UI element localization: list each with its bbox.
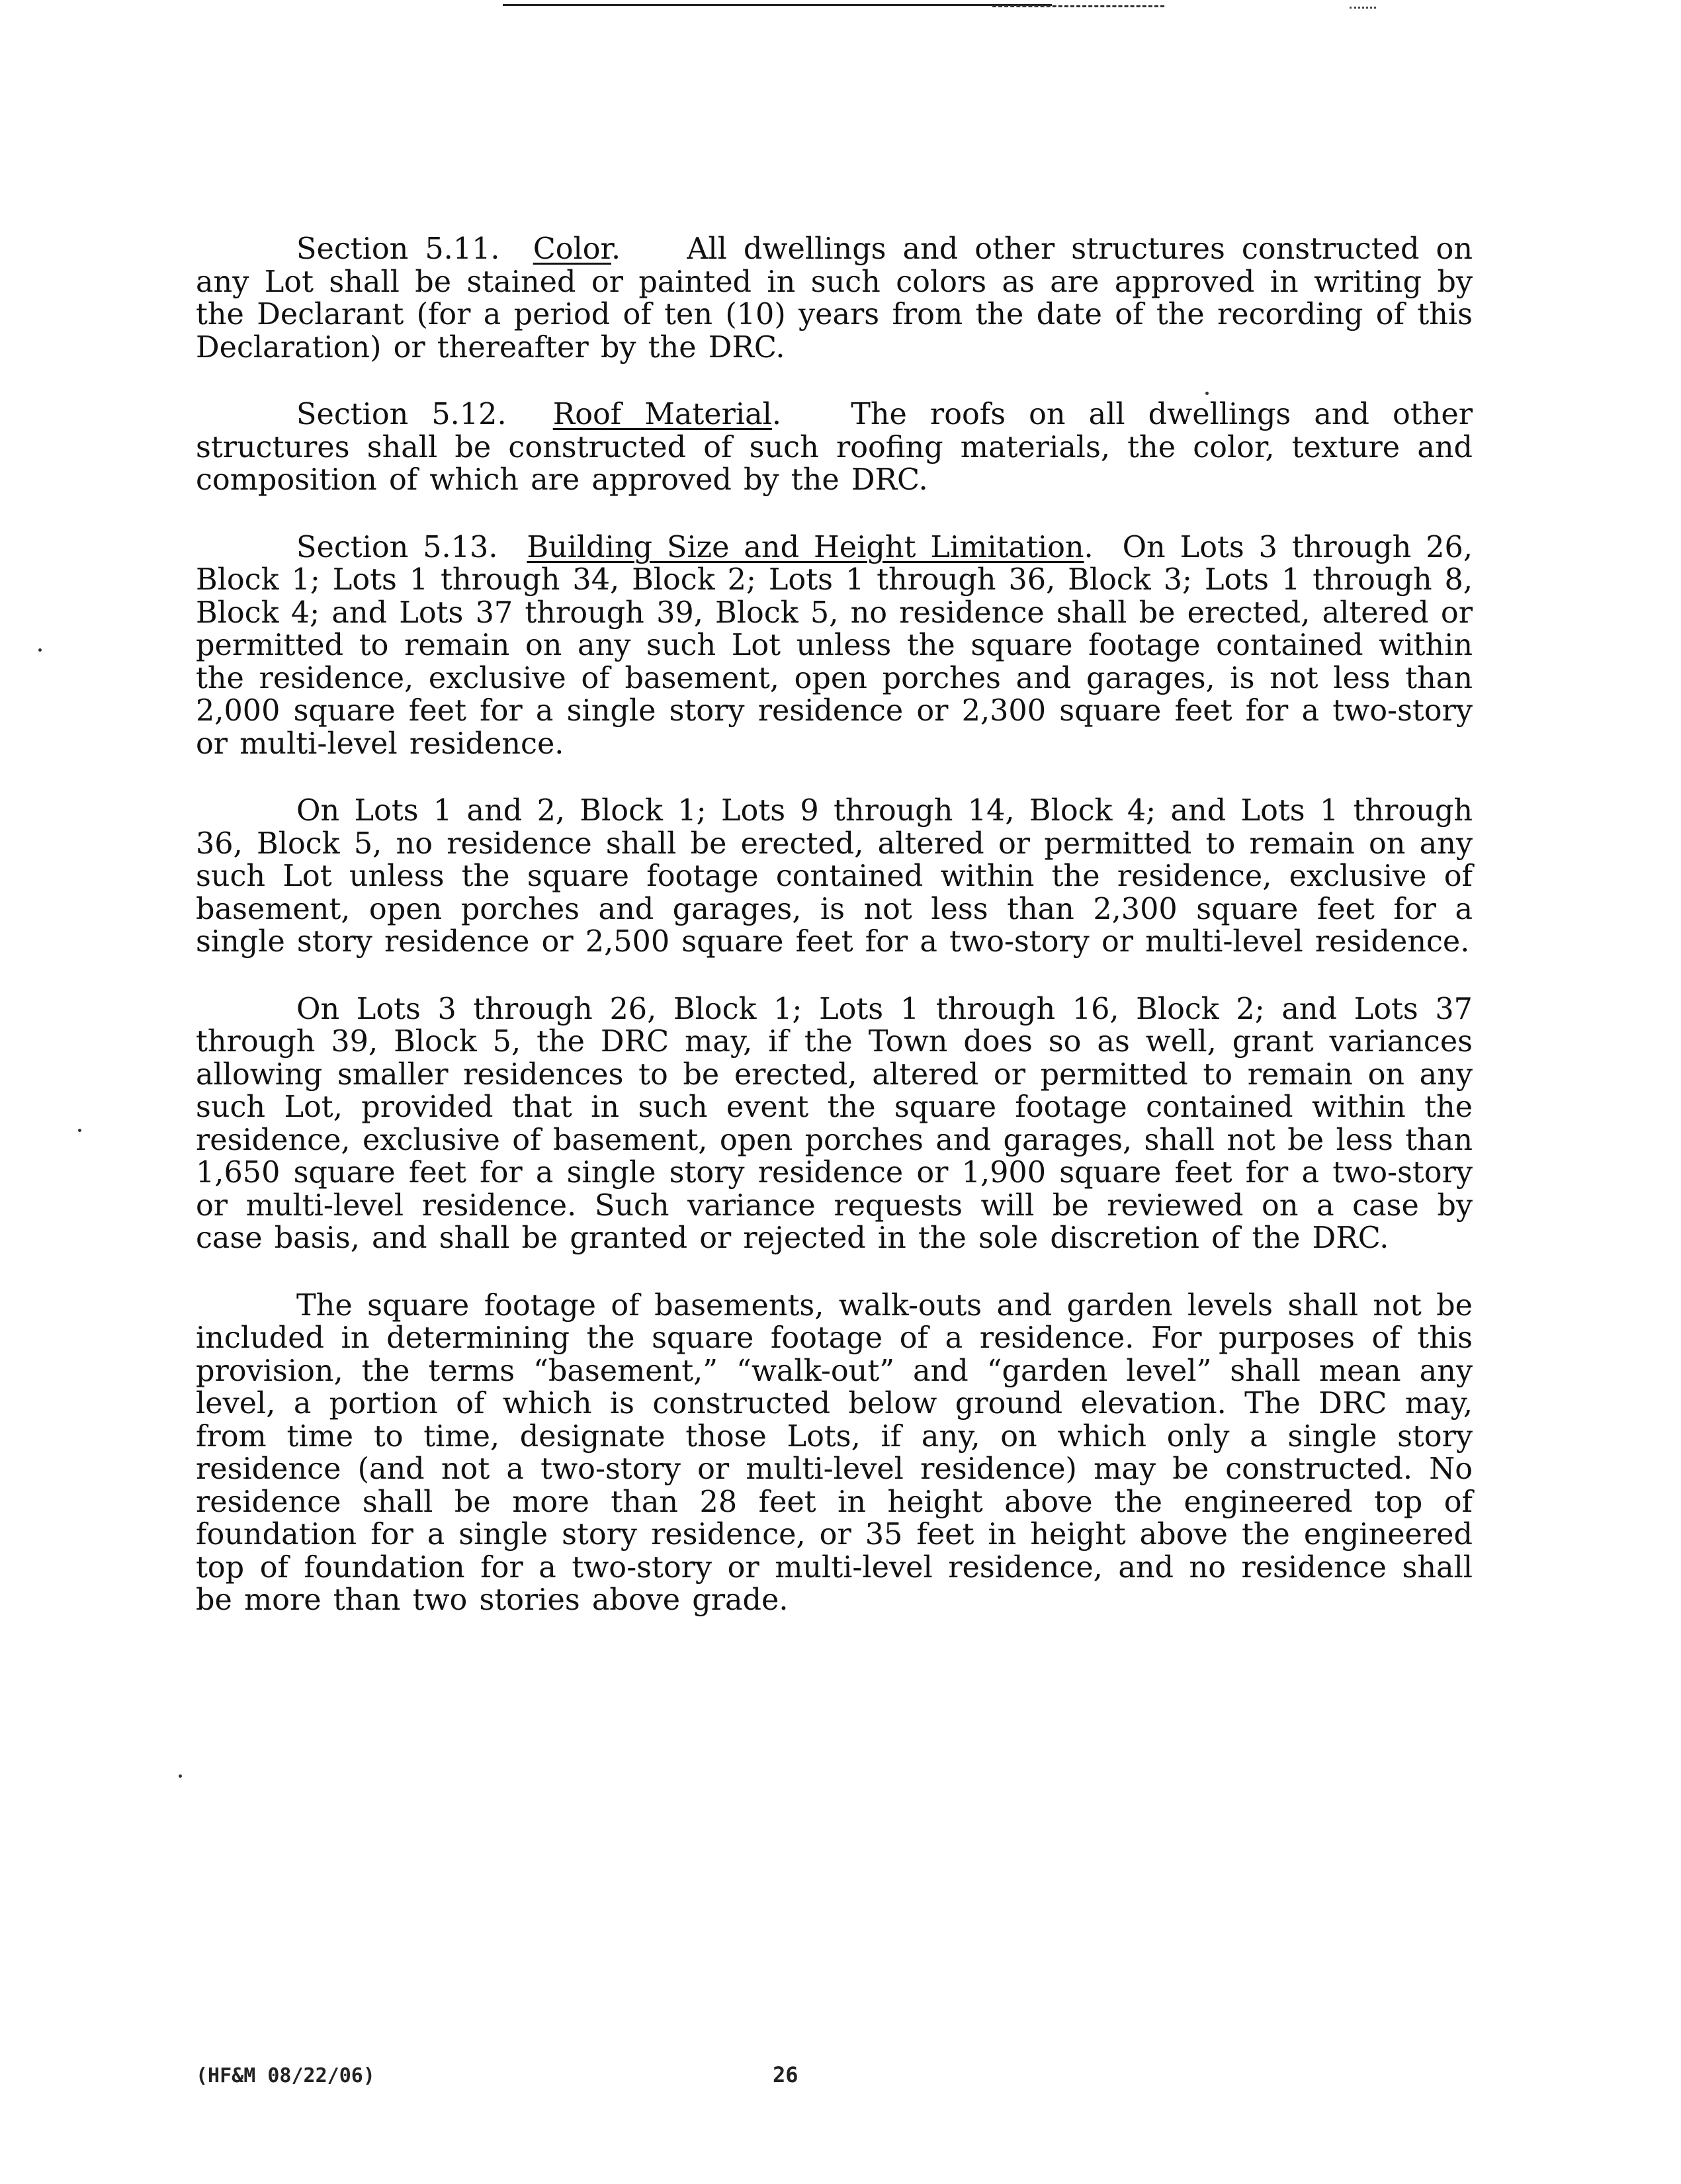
section-heading: Color	[533, 232, 611, 266]
heading-punctuation: .	[1084, 530, 1094, 564]
body-paragraph: The square footage of basements, walk-outs and garden levels shall not be included in determining the square footage of a residence. For purposes of this provision, the terms “basement,” “walk-out” and “garden level” shall mean any level, a portion of which is constructed below ground elevation. The DRC may, from time to time, designate those Lots, if any, on which only a single story residence (and not a two-story or multi-level residence) may be constructed. No residence shall be more than 28 feet in height above the engineered top of foundation for a single story residence, or 35 feet in height above the engineered top of foundation for a two-story or multi-level residence, and no residence shall be more than two stories above grade.	[196, 1288, 1473, 1617]
heading-punctuation: .	[771, 398, 782, 431]
top-scan-dashes	[992, 5, 1164, 7]
section-5-12	[196, 398, 1473, 497]
top-scan-dots	[1350, 7, 1376, 9]
footer-document-code: (HF&M 08/22/06)	[196, 2064, 375, 2087]
section-label: Section 5.11.	[296, 232, 500, 266]
section-text: The roofs on all dwellings and other structures shall be constructed of such roofing materials, the color, texture and composition of which are approved by the DRC.	[196, 398, 1473, 497]
top-scan-rule	[503, 4, 1052, 6]
page-number: 26	[773, 2062, 798, 2087]
section-label: Section 5.13.	[296, 530, 498, 564]
section-text: On Lots 3 through 26, Block 1; Lots 1 through 34, Block 2; Lots 1 through 36, Block 3; Lots 1 through 8, Block 4; and Lots 37 through 39, Block 5, no residence shall be erected, altered or permitted to remain on any such Lot unless the square footage contained within the residence, exclusive of basement, open porches and garages, is not less than 2,000 square feet for a single story residence or 2,300 square feet for a two-story or multi-level residence.	[196, 530, 1473, 761]
section-heading: Roof Material	[552, 398, 772, 431]
scan-speck	[179, 1774, 182, 1778]
section-5-11	[196, 233, 1473, 364]
section-heading: Building Size and Height Limitation	[527, 530, 1084, 564]
heading-punctuation: .	[611, 232, 621, 266]
body-paragraph: On Lots 1 and 2, Block 1; Lots 9 through 14, Block 4; and Lots 1 through 36, Block 5, no residence shall be erected, altered or permitted to remain on any such Lot unless the square footage contained within the residence, exclusive of basement, open porches and garages, is not less than 2,300 square feet for a single story residence or 2,500 square feet for a two-story or multi-level residence.	[196, 794, 1473, 959]
scan-speck	[78, 1129, 81, 1132]
section-label: Section 5.12.	[296, 398, 507, 431]
scan-speck	[38, 648, 42, 652]
section-text: All dwellings and other structures constructed on any Lot shall be stained or painted in such colors as are approved in writing by the Declarant (for a period of ten (10) years from the date of the recording of this Declaration) or thereafter by the DRC.	[196, 232, 1473, 365]
document-body	[196, 233, 1473, 1651]
body-paragraph: On Lots 3 through 26, Block 1; Lots 1 through 16, Block 2; and Lots 37 through 39, Block 5, the DRC may, if the Town does so as well, grant variances allowing smaller residences to be erected, altered or permitted to remain on any such Lot, provided that in such event the square footage contained within the residence, exclusive of basement, open porches and garages, shall not be less than 1,650 square feet for a single story residence or 1,900 square feet for a two-story or multi-level residence. Such variance requests will be reviewed on a case by case basis, and shall be granted or rejected in the sole discretion of the DRC.	[196, 992, 1473, 1255]
section-5-13	[196, 531, 1473, 761]
